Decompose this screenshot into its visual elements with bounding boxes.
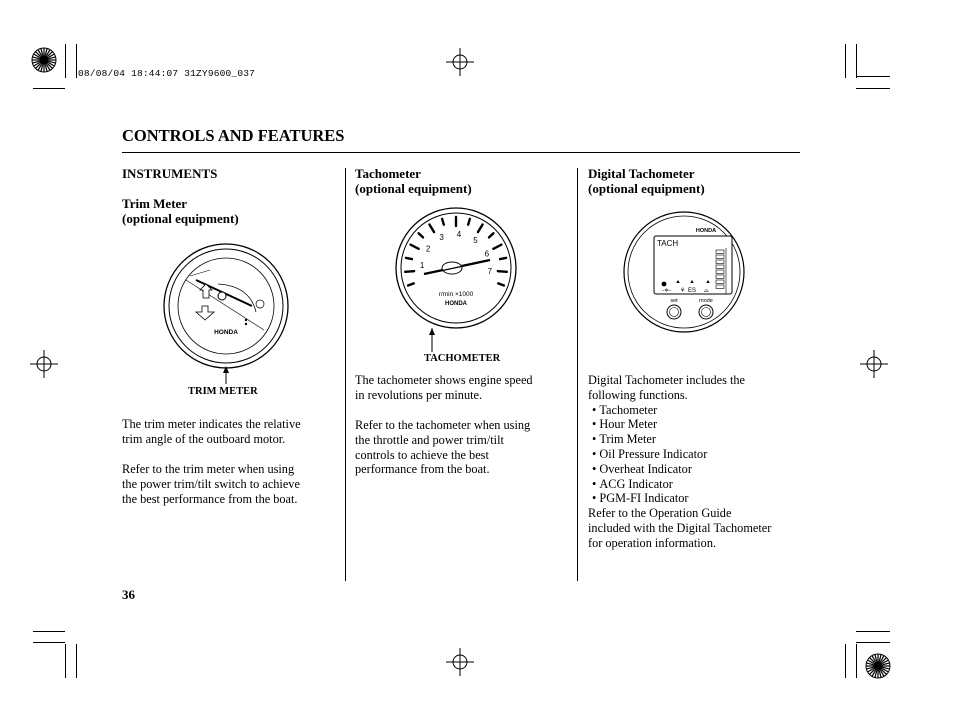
heading-line: Tachometer [355, 166, 421, 181]
text-line: the throttle and power trim/tilt [355, 432, 504, 447]
text-line: Refer to the trim meter when using [122, 462, 295, 476]
indicator-overheat-icon: ⚘ [680, 288, 686, 294]
registration-starburst-icon [30, 46, 58, 74]
text-line: Refer to the Operation Guide [588, 506, 732, 521]
crop-mark-line [856, 644, 857, 678]
heading-line: Digital Tachometer [588, 166, 695, 181]
mode-button-label: mode [699, 298, 713, 304]
tachometer-brand: HONDA [445, 301, 467, 307]
display-tach-label: TACH [657, 239, 679, 248]
tachometer-heading [355, 166, 472, 196]
dial-number: 1 [419, 261, 425, 271]
text-line: following functions. [588, 387, 688, 402]
list-item: • Oil Pressure Indicator [588, 447, 771, 462]
text-line: trim angle of the outboard motor. [122, 431, 286, 446]
text-line: performance from the boat. [355, 462, 490, 477]
registration-crosshair-icon [446, 648, 474, 676]
digital-tachometer-text [588, 373, 771, 551]
registration-crosshair-icon [30, 350, 58, 378]
list-item: • PGM-FI Indicator [588, 491, 771, 506]
trim-meter-heading [122, 196, 239, 226]
heading-line: (optional equipment) [122, 211, 239, 226]
list-item: • Overheat Indicator [588, 462, 771, 477]
trim-meter-caption: TRIM METER [188, 386, 258, 397]
text-line: controls to achieve the best [355, 447, 489, 462]
text-line: the best performance from the boat. [122, 491, 298, 506]
column-divider [345, 168, 346, 581]
crop-mark-line [33, 642, 65, 643]
text-line: The tachometer shows engine speed [355, 373, 533, 387]
tachometer-illustration [394, 202, 520, 352]
crop-mark-line [856, 631, 890, 632]
dial-number: 5 [473, 236, 478, 246]
tachometer-unit: r/min ×1000 [438, 291, 474, 298]
list-item: • Tachometer [588, 403, 771, 418]
crop-mark-line [76, 644, 77, 678]
dial-number: 4 [456, 230, 462, 240]
indicator-oil-icon: ⌓ [704, 288, 709, 294]
list-item: • Trim Meter [588, 432, 771, 447]
crop-mark-line [65, 644, 66, 678]
trim-meter-brand: HONDA [214, 329, 238, 336]
text-line: in revolutions per minute. [355, 387, 483, 402]
section-title: CONTROLS AND FEATURES [122, 126, 345, 145]
text-line: Digital Tachometer includes the [588, 373, 746, 387]
digital-tachometer-heading [588, 166, 705, 196]
tachometer-paragraph [355, 418, 530, 477]
heading-line: (optional equipment) [355, 181, 472, 196]
trim-meter-illustration [160, 240, 296, 384]
page-number: 36 [122, 587, 135, 602]
dial-number: 6 [484, 249, 490, 259]
set-button-label: set [670, 298, 678, 304]
instruments-heading: INSTRUMENTS [122, 166, 218, 181]
column-divider [577, 168, 578, 581]
crop-mark-line [856, 76, 890, 77]
header-rule [122, 152, 800, 153]
digital-tachometer-illustration [622, 210, 746, 336]
heading-line: Trim Meter [122, 196, 188, 211]
list-item: • Hour Meter [588, 417, 771, 432]
digital-tachometer-brand: HONDA [695, 228, 717, 234]
tachometer-paragraph [355, 373, 533, 403]
text-line: for operation information. [588, 535, 717, 550]
set-button[interactable] [667, 305, 681, 319]
trim-meter-paragraph [122, 417, 301, 447]
registration-starburst-icon [864, 652, 892, 680]
print-meta: 08/08/04 18:44:07 31ZY9600_037 [78, 68, 256, 79]
list-item: • ACG Indicator [588, 477, 771, 492]
dial-number: 7 [487, 266, 493, 276]
dial-number: 2 [425, 244, 431, 254]
crop-mark-line [845, 644, 846, 678]
crop-mark-line [33, 88, 65, 89]
functions-list [588, 403, 771, 507]
crop-mark-line [33, 631, 65, 632]
mode-button[interactable] [699, 305, 713, 319]
dial-number: 3 [439, 233, 444, 243]
trim-meter-paragraph [122, 462, 300, 506]
indicator-es-label: ES [688, 288, 697, 294]
crop-mark-line [856, 88, 890, 89]
tachometer-caption: TACHOMETER [424, 353, 501, 364]
crop-mark-line [856, 642, 890, 643]
indicator-acg-icon: -≑- [662, 288, 672, 294]
text-line: included with the Digital Tachometer [588, 520, 772, 535]
registration-crosshair-icon [446, 48, 474, 76]
registration-crosshair-icon [860, 350, 888, 378]
text-line: Refer to the tachometer when using [355, 418, 531, 432]
heading-line: (optional equipment) [588, 181, 705, 196]
text-line: The trim meter indicates the relative [122, 417, 301, 431]
crop-mark-line [76, 44, 77, 78]
crop-mark-line [65, 44, 66, 78]
text-line: the power trim/tilt switch to achieve [122, 476, 300, 491]
crop-mark-line [845, 44, 846, 78]
crop-mark-line [856, 44, 857, 78]
